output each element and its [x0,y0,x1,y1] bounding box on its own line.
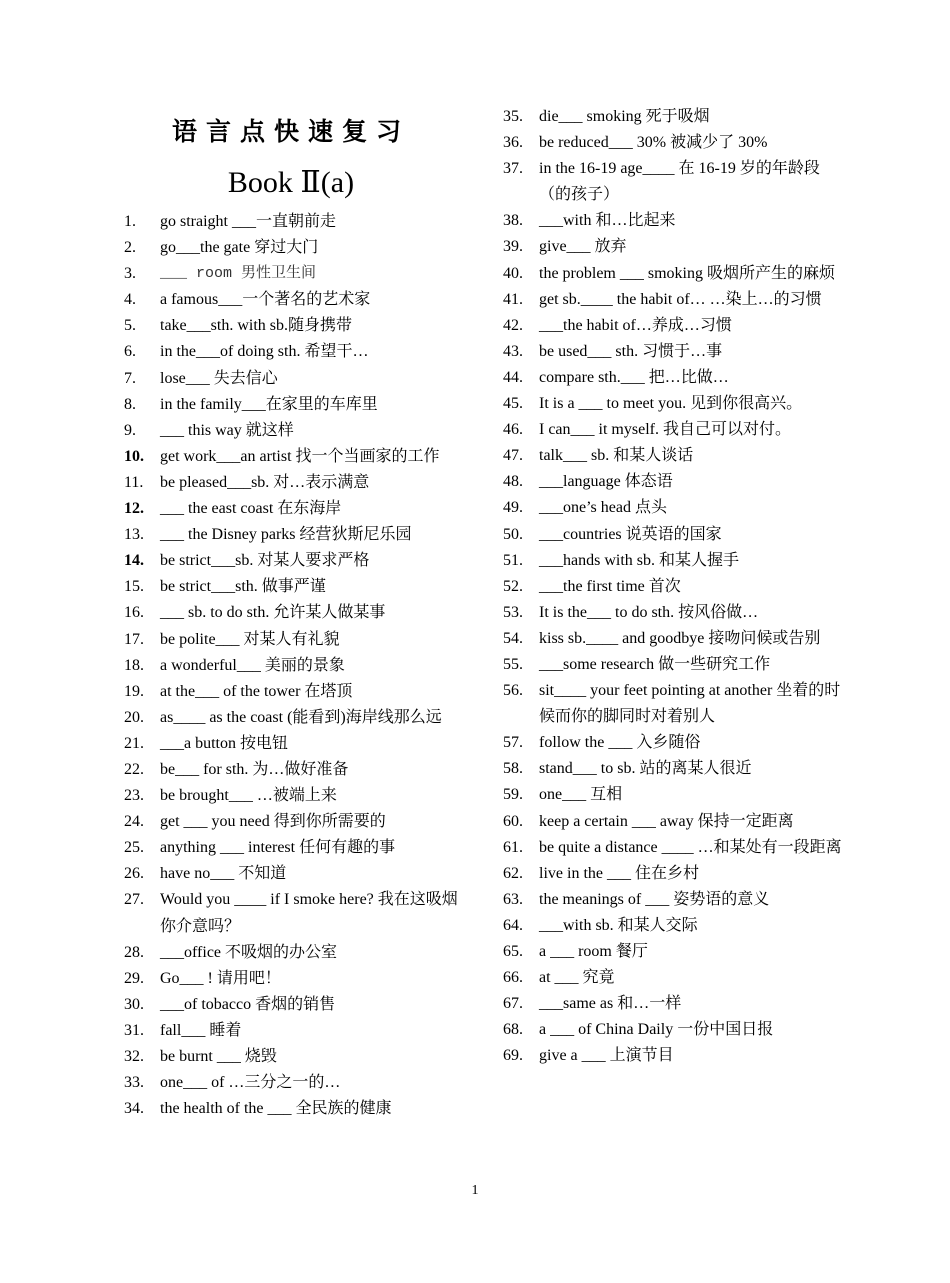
item-number: 45. [503,395,523,413]
item-text: It is a ___ to meet you. 见到你很高兴。 [539,395,803,413]
item-number: 55. [503,655,523,673]
item-number: 34. [124,1100,144,1118]
item-number: 42. [503,316,523,334]
item-number: 38. [503,212,523,230]
list-item [503,652,843,678]
list-item [503,600,843,626]
item-text: stand___ to sb. 站的离某人很近 [539,760,752,778]
list-item [124,679,464,705]
item-text: give a ___ 上演节目 [539,1047,674,1065]
item-text: lose___ 失去信心 [160,369,278,387]
list-item [124,1044,464,1070]
item-text: the meanings of ___ 姿势语的意义 [539,890,770,908]
list-item [503,443,843,469]
item-text: the health of the ___ 全民族的健康 [160,1100,392,1118]
list-item [503,495,843,521]
list-item [503,391,843,417]
item-text: keep a certain ___ away 保持一定距离 [539,812,794,830]
list-item [503,861,843,887]
list-item [503,1043,843,1069]
list-item [124,287,464,313]
item-number: 40. [503,264,523,282]
item-text: ___hands with sb. 和某人握手 [539,551,740,569]
item-text: a wonderful___ 美丽的景象 [160,656,345,674]
list-item [124,470,464,496]
list-item [503,313,843,339]
item-number: 62. [503,864,523,882]
item-text: get sb.____ the habit of… …染上…的习惯 [539,290,822,308]
item-number: 68. [503,1021,523,1039]
list-item [503,130,843,156]
item-text: at ___ 究竟 [539,969,615,987]
list-item [503,730,843,756]
item-number: 53. [503,603,523,621]
list-item [503,156,843,208]
list-item [503,835,843,861]
item-text: take___sth. with sb.随身携带 [160,317,352,335]
item-text: at the___ of the tower 在塔顶 [160,682,353,700]
item-number: 51. [503,551,523,569]
item-text: a ___ room 餐厅 [539,943,648,960]
item-number: 61. [503,838,523,856]
item-number: 58. [503,760,523,778]
item-number: 30. [124,995,144,1013]
item-number: 14. [124,552,144,570]
item-text: be reduced___ 30% 被减少了 30% [539,134,768,152]
item-number: 36. [503,134,523,152]
list-item [503,417,843,443]
item-text: ___ sb. to do sth. 允许某人做某事 [160,604,386,622]
item-text: ___ this way 就这样 [160,421,294,439]
item-text: ___office 不吸烟的办公室 [160,943,338,961]
item-number: 57. [503,734,523,752]
item-number: 65. [503,943,523,960]
item-number: 32. [124,1048,144,1065]
list-item [503,887,843,913]
item-text: kiss sb.____ and goodbye 接吻问候或告别 [539,629,821,647]
item-text: get ___ you need 得到你所需要的 [160,813,386,831]
item-number: 48. [503,473,523,491]
item-text: ___one’s head 点头 [539,499,667,517]
list-item [124,940,464,966]
item-text: be___ for sth. 为…做好准备 [160,760,349,778]
list-item [124,600,464,626]
page-subtitle: Book Ⅱ(a) [227,166,355,199]
item-text: get work___an artist 找一个当画家的工作 [160,447,440,465]
item-text: live in the ___ 住在乡村 [539,864,699,882]
item-number: 22. [124,760,144,778]
list-item [503,339,843,365]
list-item [124,339,464,365]
list-item [124,209,464,235]
item-number: 20. [124,708,144,726]
item-number: 16. [124,604,144,622]
item-text: ___the habit of…养成…习惯 [539,316,732,334]
list-item [124,731,464,757]
item-text: follow the ___ 入乡随俗 [539,734,701,752]
item-number: 69. [503,1047,523,1065]
list-item [503,208,843,234]
item-text: give___ 放弃 [539,238,627,256]
item-number: 31. [124,1021,144,1039]
item-text: ___countries 说英语的国家 [539,525,722,543]
item-text: a ___ of China Daily 一份中国日报 [539,1021,774,1039]
item-number: 43. [503,342,523,360]
list-item [503,469,843,495]
list-item [124,835,464,861]
list-item [124,313,464,339]
list-item [124,809,464,835]
list-item [124,1070,464,1096]
item-number: 3. [124,265,136,283]
item-number: 13. [124,526,144,544]
item-number: 23. [124,787,144,805]
item-number: 37. [503,160,523,178]
list-item [503,678,843,730]
item-number: 6. [124,343,136,361]
list-item [503,782,843,808]
item-number: 41. [503,290,523,308]
page-title: 语言点快速复习 [171,117,410,146]
item-text: talk___ sb. 和某人谈话 [539,447,694,465]
item-text: ___some research 做一些研究工作 [539,655,771,673]
right-item-list [503,104,843,1069]
item-number: 50. [503,525,523,543]
list-item [124,496,464,522]
item-text: be burnt ___ 烧毁 [160,1048,277,1065]
item-number: 39. [503,238,523,256]
item-number: 29. [124,969,144,987]
list-item [124,444,464,470]
item-text: go straight ___一直朝前走 [160,213,336,230]
list-item [124,392,464,418]
list-item [503,548,843,574]
list-item [124,1096,464,1122]
list-item [124,966,464,992]
item-text: It is the___ to do sth. 按风俗做… [539,603,759,621]
item-text: as____ as the coast (能看到)海岸线那么远 [160,708,442,726]
list-item [124,574,464,600]
item-number: 21. [124,734,144,752]
item-text: ___ the Disney parks 经营狄斯尼乐园 [160,526,412,544]
item-number: 18. [124,656,144,674]
list-item [503,991,843,1017]
item-number: 7. [124,369,136,387]
list-item [503,965,843,991]
item-number: 60. [503,812,523,830]
item-text: a famous___一个著名的艺术家 [160,291,371,309]
item-text: I can___ it myself. 我自己可以对付。 [539,421,791,439]
item-text: be strict___sb. 对某人要求严格 [160,552,370,570]
item-text: the problem ___ smoking 吸烟所产生的麻烦 [539,264,835,282]
list-item [124,627,464,653]
item-text: sit____ your feet pointing at another 坐着的时候而你的脚同时对着别人 [539,682,841,726]
item-number: 49. [503,499,523,517]
item-text: ___ the east coast 在东海岸 [160,500,342,518]
list-item [124,783,464,809]
item-text: be quite a distance ____ …和某处有一段距离 [539,838,842,856]
left-item-list [124,209,464,1122]
list-item [124,235,464,261]
item-number: 2. [124,239,136,257]
item-text: fall___ 睡着 [160,1021,242,1039]
list-item [124,366,464,392]
item-number: 19. [124,682,144,700]
list-item [124,418,464,444]
list-item [503,365,843,391]
page-number: 1 [471,1183,479,1198]
item-text: Go___ ! 请用吧！ [160,969,281,987]
list-item [503,626,843,652]
item-number: 27. [124,891,144,909]
item-text: ___language 体态语 [539,473,673,491]
item-number: 15. [124,578,144,596]
item-number: 26. [124,865,144,883]
item-text: have no___ 不知道 [160,865,287,883]
list-item [503,261,843,287]
item-number: 17. [124,630,144,648]
item-text: in the___of doing sth. 希望干… [160,343,369,361]
item-text: ___ room 男性卫生间 [160,265,317,283]
list-item [503,809,843,835]
list-item [503,287,843,313]
item-number: 9. [124,421,136,439]
item-number: 12. [124,500,144,518]
item-text: in the 16-19 age____ 在 16-19 岁的年龄段（的孩子） [539,160,820,204]
list-item [124,705,464,731]
item-number: 64. [503,916,523,934]
item-number: 4. [124,291,136,309]
item-number: 44. [503,368,523,386]
item-number: 10. [124,447,144,465]
item-number: 46. [503,421,523,439]
item-text: be pleased___sb. 对…表示满意 [160,473,370,491]
list-item [503,522,843,548]
list-item [124,261,464,287]
item-number: 8. [124,395,136,413]
item-number: 28. [124,943,144,961]
list-item [124,861,464,887]
list-item [503,1017,843,1043]
item-text: compare sth.___ 把…比做… [539,368,729,386]
list-item [503,756,843,782]
list-item [503,234,843,260]
list-item [124,548,464,574]
item-number: 33. [124,1074,144,1092]
list-item [124,653,464,679]
item-number: 35. [503,108,523,125]
item-text: one___ 互相 [539,786,623,804]
list-item [124,522,464,548]
list-item [503,939,843,965]
item-number: 1. [124,213,136,230]
item-text: in the family___在家里的车库里 [160,395,378,413]
list-item [503,574,843,600]
item-text: be strict___sth. 做事严谨 [160,578,326,596]
list-item [124,1018,464,1044]
item-text: be used___ sth. 习惯于…事 [539,342,723,360]
item-text: Would you ____ if I smoke here? 我在这吸烟你介意吗？ [160,891,458,935]
item-number: 11. [124,473,144,491]
item-text: ___with sb. 和某人交际 [539,916,698,934]
list-item [503,913,843,939]
item-text: be polite___ 对某人有礼貌 [160,630,340,648]
item-number: 25. [124,839,144,857]
item-number: 54. [503,629,523,647]
item-text: anything ___ interest 任何有趣的事 [160,839,396,857]
item-number: 24. [124,813,144,831]
item-number: 63. [503,890,523,908]
item-text: one___ of …三分之一的… [160,1074,341,1092]
item-number: 5. [124,317,136,335]
list-item [124,992,464,1018]
item-text: ___of tobacco 香烟的销售 [160,995,336,1013]
item-text: die___ smoking 死于吸烟 [539,108,710,125]
list-item [124,757,464,783]
item-text: go___the gate 穿过大门 [160,239,319,257]
list-item [124,887,464,939]
item-number: 66. [503,969,523,987]
item-number: 52. [503,577,523,595]
item-text: be brought___ …被端上来 [160,787,337,805]
item-number: 59. [503,786,523,804]
item-number: 47. [503,447,523,465]
item-number: 56. [503,682,523,700]
item-text: ___a button 按电钮 [160,734,288,752]
item-number: 67. [503,995,523,1013]
item-text: ___with 和…比起来 [539,212,676,230]
item-text: ___same as 和…一样 [539,995,682,1013]
item-text: ___the first time 首次 [539,577,681,595]
list-item [503,104,843,130]
